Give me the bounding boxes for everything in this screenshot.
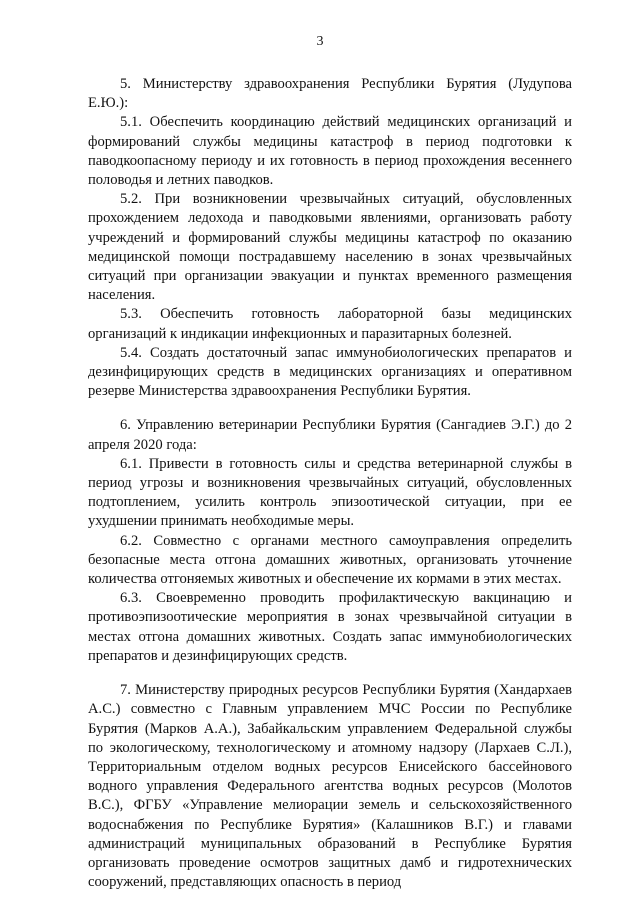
paragraph-5-2: 5.2. При возникновении чрезвычайных ситуаций, обусловленных прохождением ледохода и паводковыми явлениями, организовать работу учреждений и формирований службы медицины катастроф по оказанию медицинской помощи пострадавшему населению в зонах чрезвычайных ситуаций при организации эвакуации и пунктах временного размещения населения. <box>88 191 572 304</box>
paragraph-5-4: 5.4. Создать достаточный запас иммунобиологических препаратов и дезинфицирующих средств в медицинских организациях и оперативном резерве Министерства здравоохранения Республики Бурятия. <box>88 344 572 400</box>
paragraph-6-2: 6.2. Совместно с органами местного самоуправления определить безопасные места отгона домашних животных, организовать уточнение количества отгоняемых животных и обеспечение их кормами в этих местах. <box>88 532 572 588</box>
paragraph-5-1: 5.1. Обеспечить координацию действий медицинских организаций и формирований службы медицины катастроф в период подготовки к паводкоопасному периоду и их готовность в период прохождения весеннего половодья и летних паводков. <box>88 114 572 189</box>
paragraph-7: 7. Министерству природных ресурсов Республики Бурятия (Хандархаев А.С.) совместно с Главным управлением МЧС России по Республике Бурятия (Марков А.А.), Забайкальским управлением Федеральной службы по экологическому, технологическому и атомному надзору (Лархаев С.Л.), Территориальным отделом водных ресурсов Енисейского бассейнового водного управления Федерального агентства водных ресурсов (Молотов В.С.), ФГБУ «Управление мелиорации земель и сельскохозяйственного водоснабжения по Республике Бурятия» (Калашников В.Г.) и главами администраций муниципальных образований в Республике Бурятия организовать проведение осмотров защитных дамб и гидротехнических сооружений, представляющих опасность в период <box>88 682 572 891</box>
paragraph-5-3: 5.3. Обеспечить готовность лабораторной базы медицинских организаций к индикации инфекционных и паразитарных болезней. <box>88 306 572 342</box>
page-number: 3 <box>316 34 324 49</box>
paragraph-6-3: 6.3. Своевременно проводить профилактическую вакцинацию и противоэпизоотические мероприятия в зонах чрезвычайной ситуации в местах отгона домашних животных. Создать запас иммунобиологических препаратов и дезинфицирующих средств. <box>88 590 572 664</box>
document-body <box>88 75 572 892</box>
paragraph-6: 6. Управлению ветеринарии Республики Бурятия (Сангадиев Э.Г.) до 2 апреля 2020 года: <box>88 417 572 453</box>
paragraph-5: 5. Министерству здравоохранения Республики Бурятия (Лудупова Е.Ю.): <box>88 76 572 112</box>
paragraph-6-1: 6.1. Привести в готовность силы и средства ветеринарной службы в период угрозы и возникновения чрезвычайных ситуаций, обусловленных подтоплением, усилить контроль эпизоотической ситуации, при ее ухудшении принимать необходимые меры. <box>88 455 572 530</box>
